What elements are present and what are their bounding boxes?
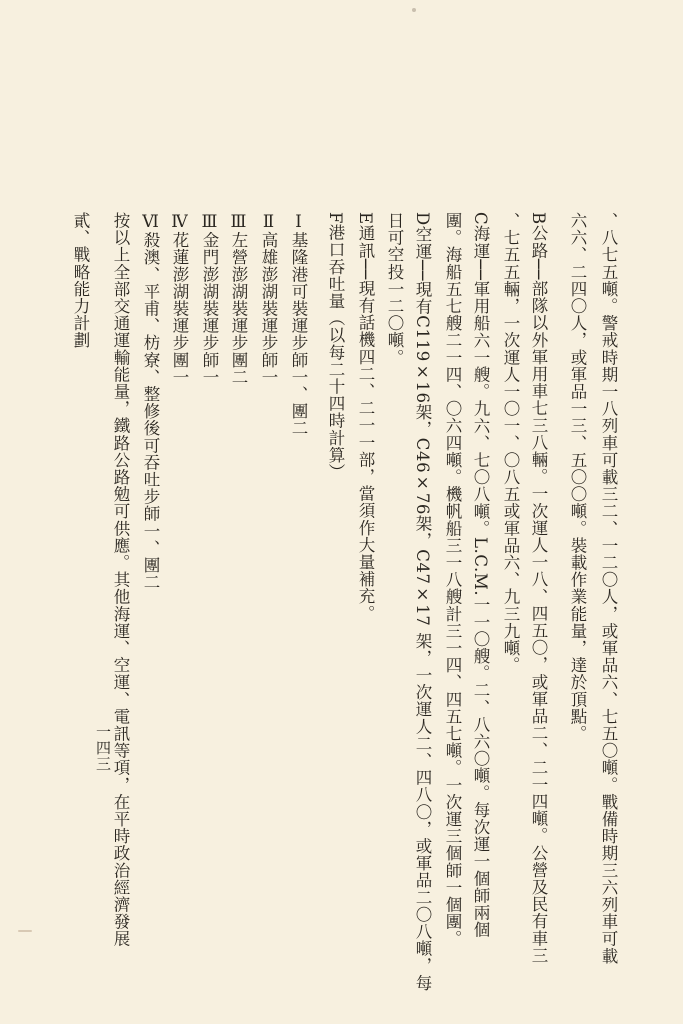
text-column-10: F港口吞吐量（以每二十四時計算） (326, 212, 345, 481)
text-column-1: 、八七五噸。警戒時期一八列車可載三二、一二〇人，或軍品六、七五〇噸。戰備時期三六列車可載 (599, 212, 618, 965)
text-column-2: 六六、二四〇人，或軍品一三、五〇〇噸。裝載作業能量，達於頂點。 (568, 212, 587, 743)
paper-speck (412, 8, 416, 12)
text-column-11: Ⅰ基隆港可裝運步師一、團二 (289, 212, 308, 437)
text-column-12: Ⅱ高雄澎湖裝運步師一 (259, 212, 278, 386)
text-column-14: Ⅲ金門澎湖裝運步師一 (200, 212, 219, 386)
text-column-4: 、七五五輛，一次運人一〇一、〇八五或軍品六、九三九噸。 (501, 212, 520, 674)
text-column-17: 按以上全部交通運輸能量，鐵路公路勉可供應。其他海運、空運、電訊等項，在平時政治經濟發展 (111, 212, 130, 948)
text-column-13: Ⅲ左營澎湖裝運步團二 (229, 212, 248, 386)
page-number: 一四三 (94, 724, 112, 772)
text-column-15: Ⅳ花蓮澎湖裝運步團一 (170, 212, 189, 386)
text-column-3: B公路──部隊以外軍用車七三八輛。一次運人一八、四五〇，或軍品二、二一四噸。公營及民有車三 (529, 212, 548, 964)
text-column-7: D空運──現有C119×16架，C46×76架，C47×17 架，一次運人二、四八〇，或軍品二〇八噸，每 (413, 212, 432, 992)
text-column-16: Ⅵ殺澳、平甫、枋寮、整修後可吞吐步師一、團二 (141, 212, 160, 591)
text-column-18: 貳、戰略能力計劃 (71, 212, 90, 349)
text-column-9: E通訊──現有話機四二、二一一部，當須作大量補充。 (356, 212, 375, 622)
paper-mark (18, 930, 32, 932)
text-column-8: 日可空投一二〇噸。 (385, 212, 404, 366)
text-column-6: 團。海船五七艘二一四、〇六四噸。機帆船三一八艘計三一四、四五七噸。一次運三個師一個團。 (443, 212, 462, 948)
text-column-5: C海運──軍用船六一艘。九六、七〇八噸。L.C.M.一一〇艘。二、八六〇噸。每次運一個師兩個 (471, 212, 490, 939)
